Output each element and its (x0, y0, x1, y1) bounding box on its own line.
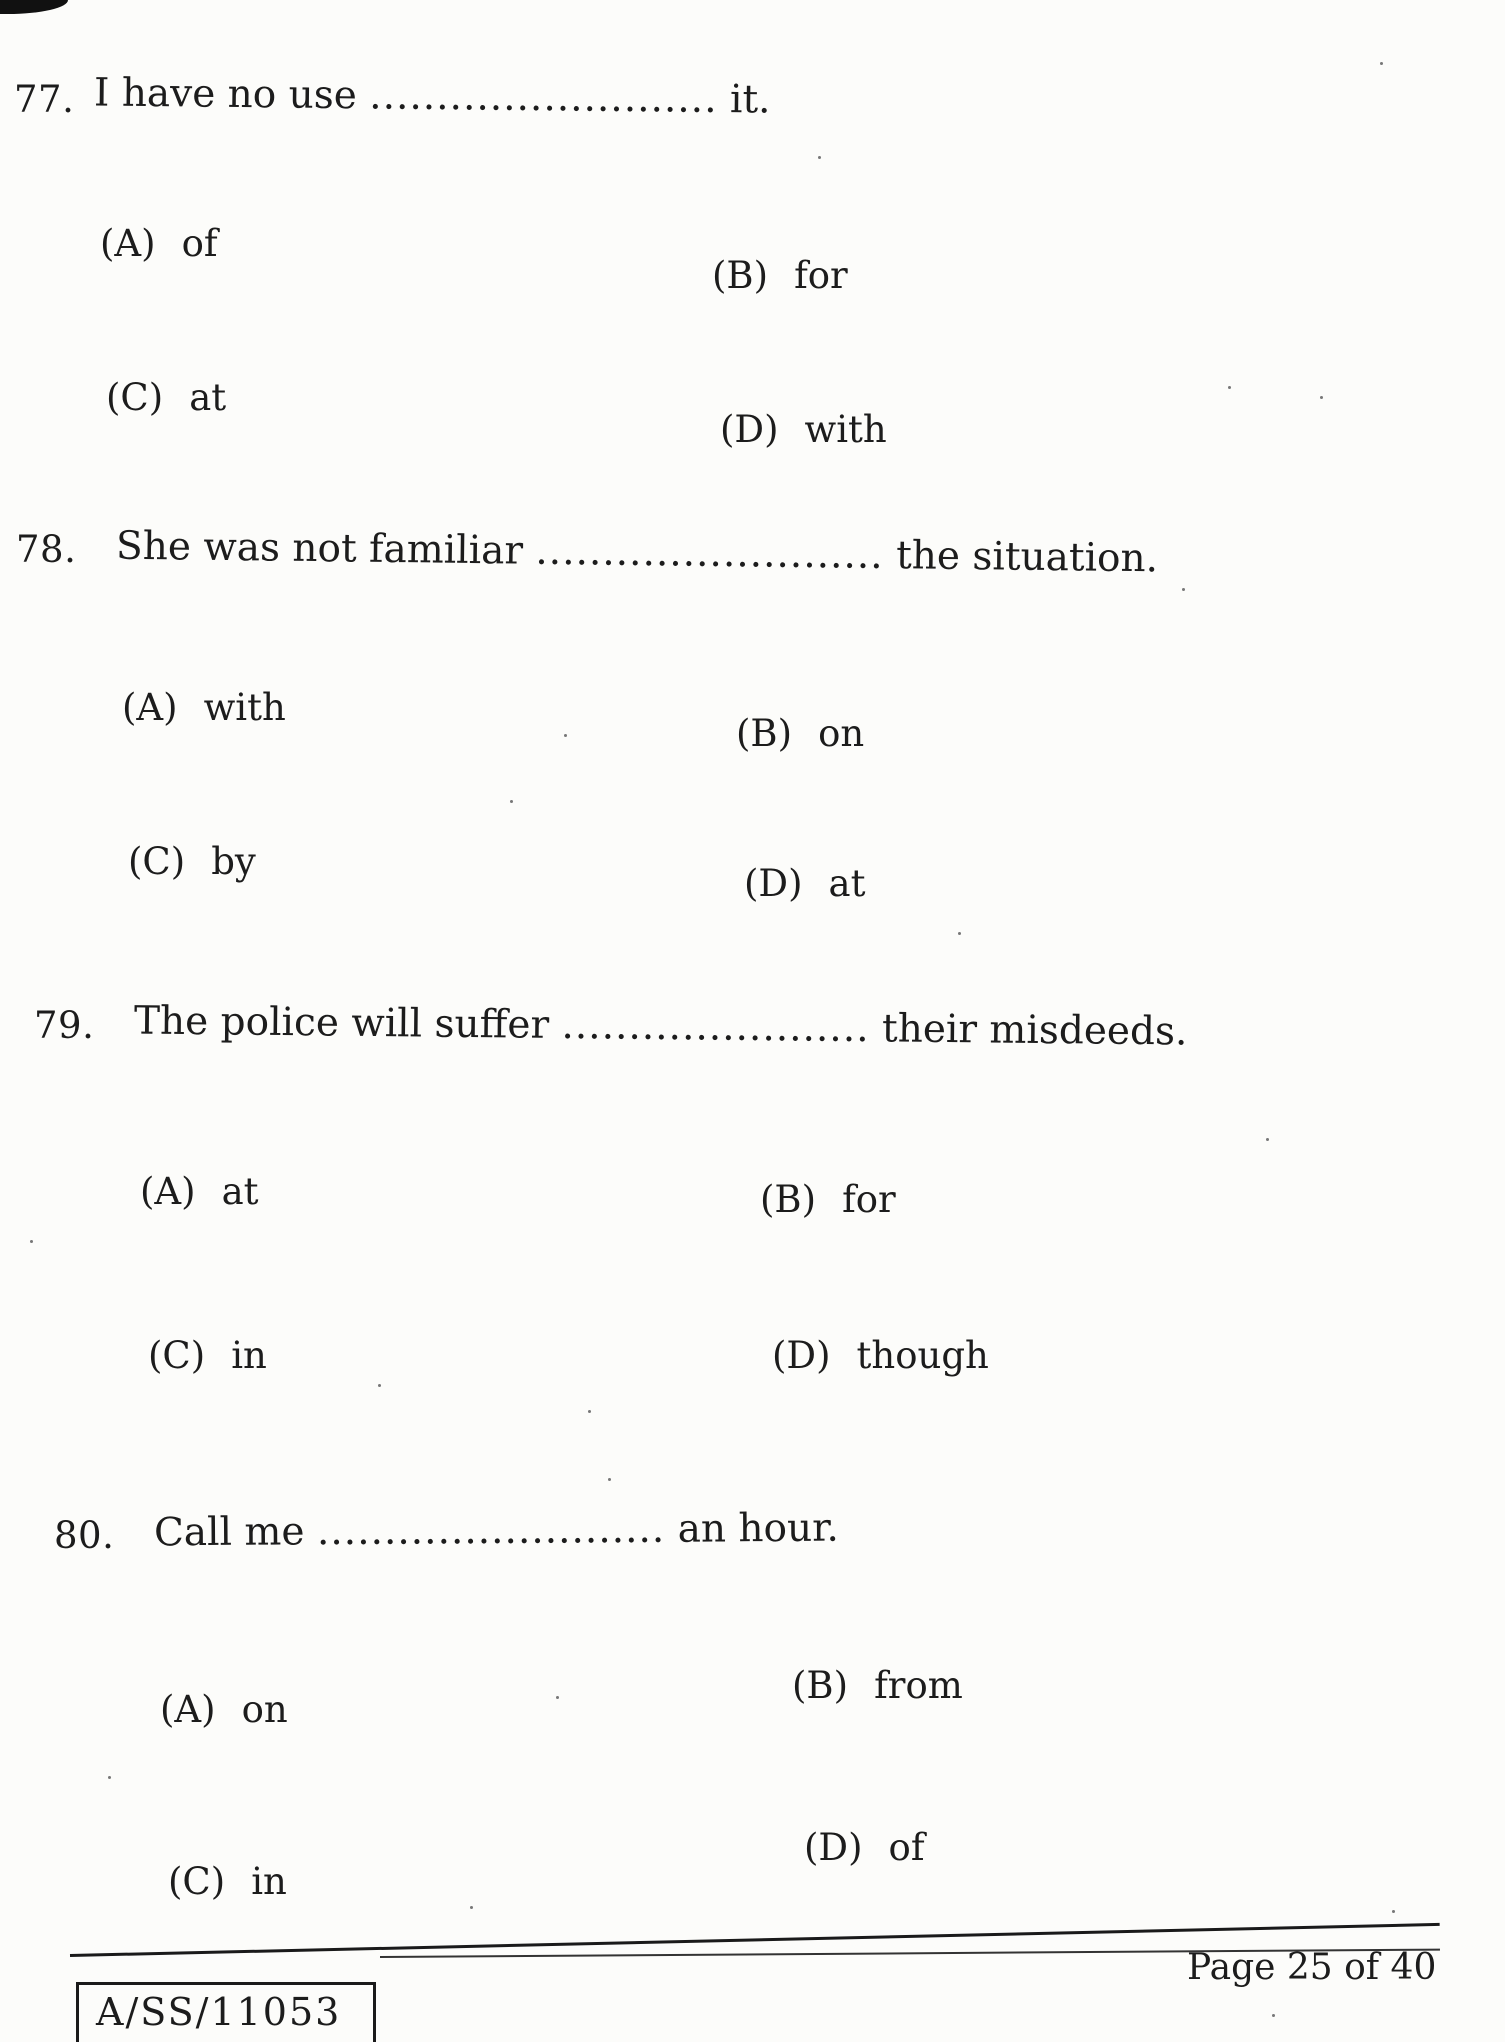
option-text: for (842, 1178, 896, 1221)
scan-speck (1392, 1910, 1395, 1913)
stem-text-before: She was not familiar (115, 523, 524, 574)
scan-speck (1228, 386, 1231, 389)
scan-speck (30, 1240, 33, 1243)
stem-text-after: an hour. (677, 1505, 840, 1552)
option-b (760, 1178, 896, 1221)
option-d (772, 1334, 989, 1377)
option-letter: (A) (140, 1170, 196, 1213)
scan-speck (1272, 2014, 1275, 2017)
option-text: with (203, 686, 286, 729)
stem-text-after: it. (729, 77, 771, 123)
option-text: for (794, 254, 848, 297)
option-a (122, 686, 286, 729)
option-c (148, 1334, 267, 1377)
question-stem (134, 998, 1188, 1054)
option-letter: (B) (712, 254, 769, 297)
option-text: in (231, 1334, 267, 1377)
option-text: though (856, 1334, 989, 1377)
option-c (168, 1860, 287, 1903)
scan-speck (588, 1410, 591, 1413)
question-number: 78. (16, 528, 77, 571)
scan-corner-mark (0, 0, 68, 14)
scan-speck (608, 1478, 611, 1481)
stem-text-after: the situation. (895, 533, 1159, 582)
option-c (128, 840, 256, 883)
option-letter: (C) (106, 376, 164, 419)
stem-text-before: Call me (153, 1509, 305, 1556)
page-number: Page 25 of 40 (1187, 1947, 1437, 1988)
option-text: at (189, 376, 227, 419)
question-number: 80. (54, 1514, 115, 1557)
option-text: of (181, 222, 218, 265)
option-d (744, 862, 865, 905)
option-letter: (A) (160, 1688, 216, 1731)
option-text: at (221, 1170, 259, 1213)
scan-speck (1182, 588, 1185, 591)
option-c (106, 376, 226, 419)
option-d (720, 408, 887, 451)
option-letter: (C) (148, 1334, 206, 1377)
option-letter: (B) (792, 1664, 849, 1707)
option-letter: (B) (760, 1178, 817, 1221)
stem-text-before: I have no use (93, 70, 358, 119)
option-text: from (874, 1664, 963, 1707)
question-stem (116, 524, 1159, 582)
option-text: by (211, 840, 256, 883)
option-letter: (C) (168, 1860, 226, 1903)
option-letter: (D) (744, 862, 803, 905)
option-a (140, 1170, 259, 1213)
answer-blank: ....................... (561, 1002, 870, 1052)
option-a (160, 1688, 288, 1731)
option-text: on (241, 1688, 288, 1731)
option-b (712, 254, 848, 297)
scan-speck (564, 734, 567, 737)
option-text: with (804, 408, 887, 451)
option-d (804, 1826, 925, 1869)
scan-speck (108, 1776, 111, 1779)
option-letter: (B) (736, 712, 793, 755)
option-text: of (888, 1826, 925, 1869)
answer-blank: .......................... (369, 73, 718, 122)
option-letter: (D) (804, 1826, 863, 1869)
paper-code: A/SS/11053 (96, 1990, 342, 2034)
scan-speck (1380, 62, 1383, 65)
scan-speck (1266, 1138, 1269, 1141)
option-a (100, 222, 218, 265)
scan-speck (958, 932, 961, 935)
option-b (736, 712, 864, 755)
question-number: 79. (34, 1004, 95, 1047)
scan-speck (470, 1906, 473, 1909)
stem-text-after: their misdeeds. (881, 1006, 1188, 1055)
option-text: in (251, 1860, 287, 1903)
question-number: 77. (14, 78, 75, 121)
option-letter: (D) (720, 408, 779, 451)
answer-blank: .......................... (535, 528, 885, 579)
scan-speck (556, 1696, 559, 1699)
scan-speck (510, 800, 513, 803)
option-letter: (D) (772, 1334, 831, 1377)
question-stem (154, 1506, 839, 1556)
question-stem (94, 70, 771, 122)
stem-text-before: The police will suffer (133, 998, 550, 1048)
option-text: on (818, 712, 865, 755)
option-letter: (C) (128, 840, 186, 883)
answer-blank: .......................... (316, 1506, 666, 1555)
scan-speck (378, 1384, 381, 1387)
option-text: at (828, 862, 866, 905)
option-b (792, 1664, 963, 1707)
scan-speck (818, 156, 821, 159)
scan-speck (1320, 396, 1323, 399)
option-letter: (A) (100, 222, 156, 265)
option-letter: (A) (122, 686, 178, 729)
